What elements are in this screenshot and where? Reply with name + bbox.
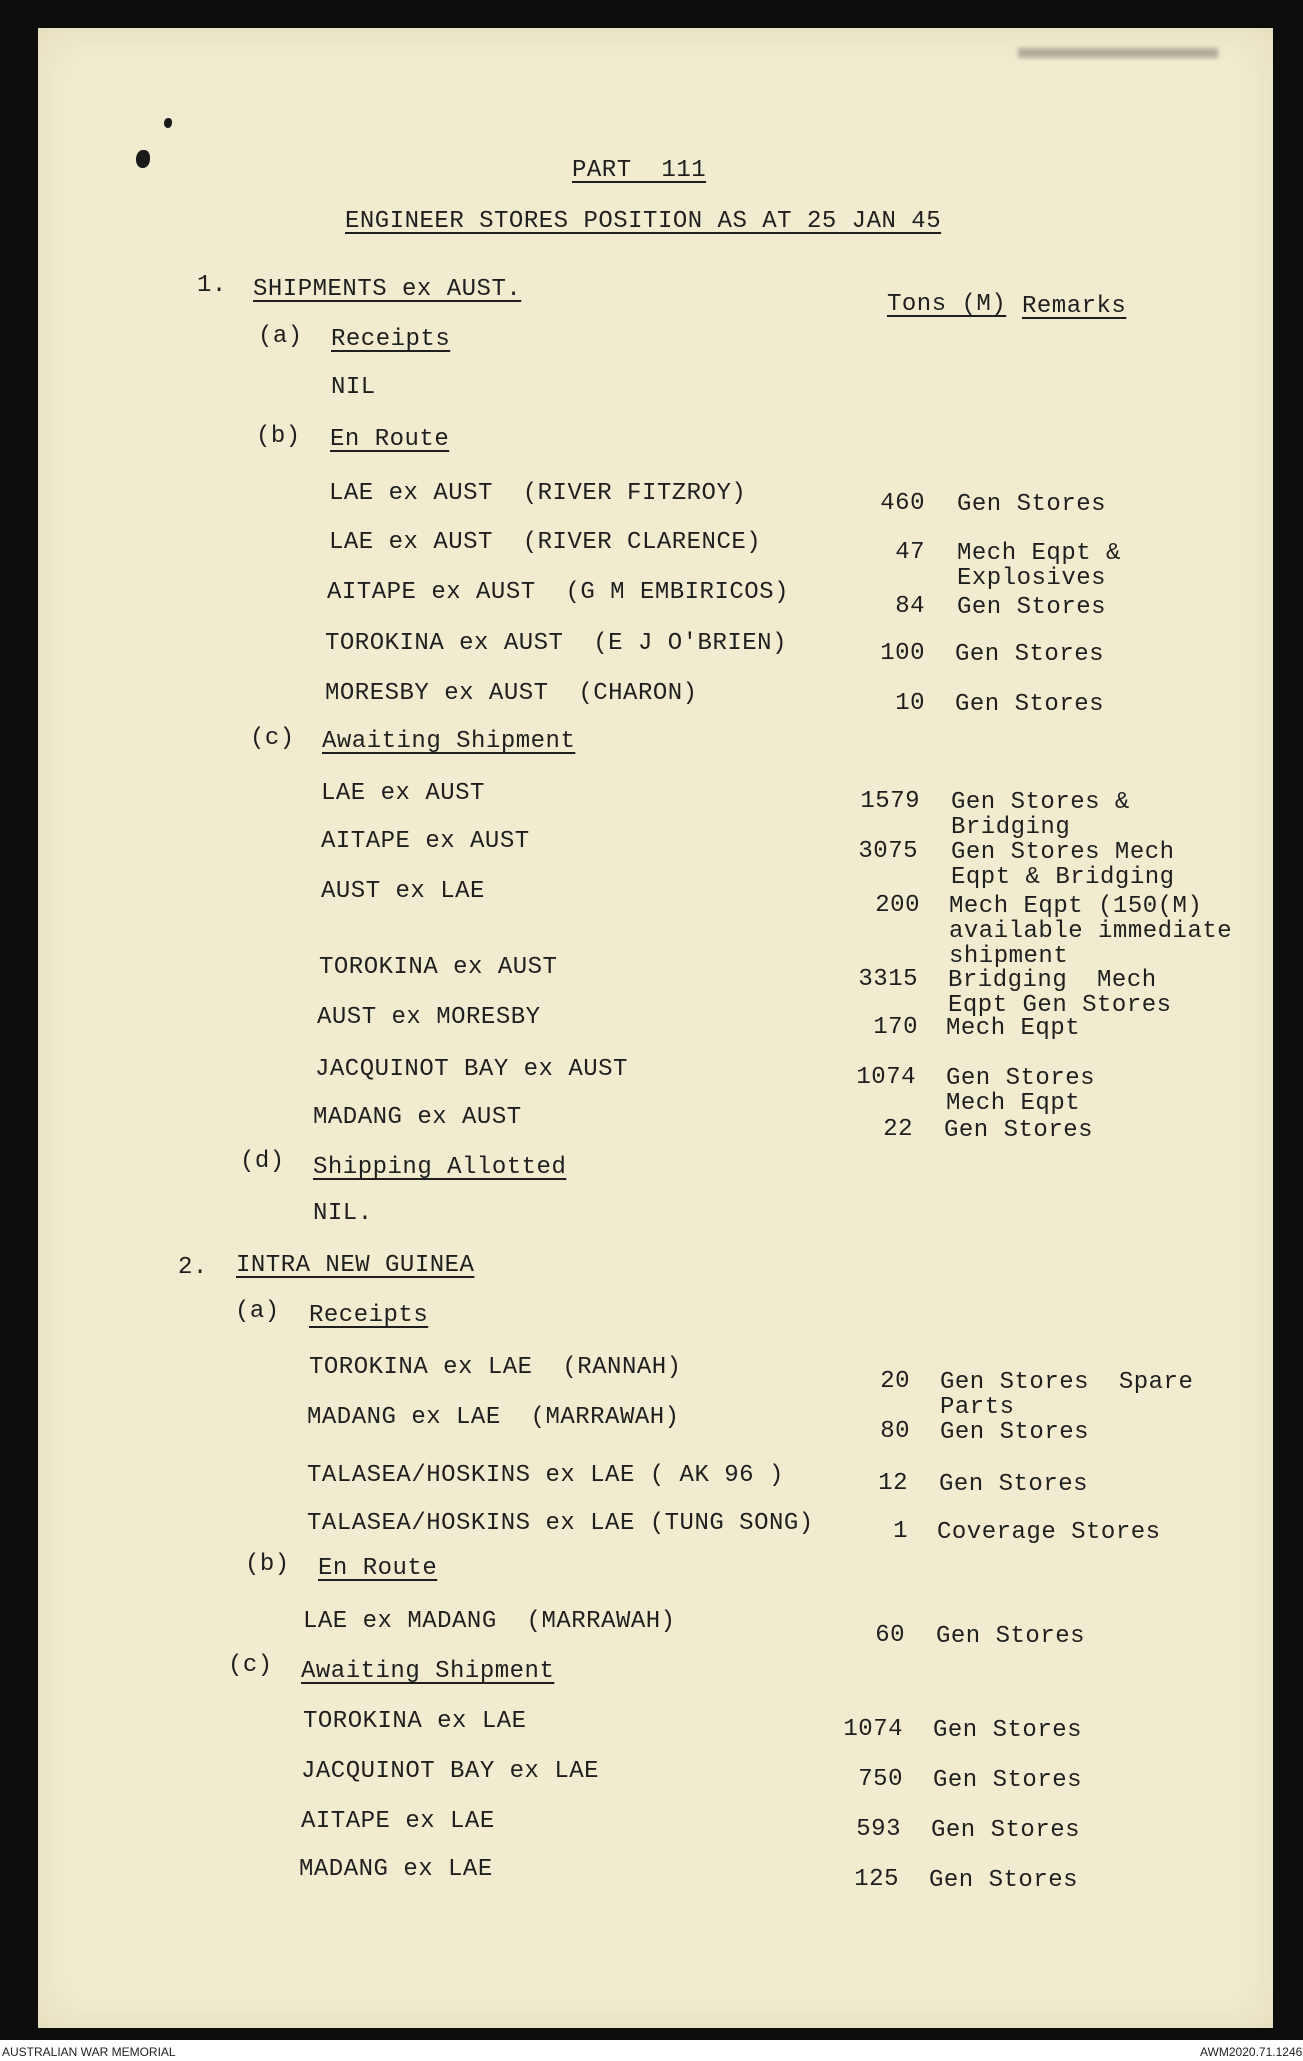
- section-1-title: SHIPMENTS ex AUST.: [253, 276, 522, 303]
- entry-tons: 100: [880, 640, 925, 667]
- entry-name: AITAPE ex AUST (G M EMBIRICOS): [327, 579, 789, 606]
- entry-name: LAE ex AUST (RIVER CLARENCE): [329, 529, 762, 556]
- entry-remarks: Gen Stores & Bridging: [951, 789, 1130, 841]
- entry-tons: 3315: [858, 966, 918, 993]
- entry-remarks: Gen Stores: [933, 1767, 1083, 1794]
- part-heading: PART 111: [572, 157, 707, 184]
- entry-tons: 750: [858, 1766, 903, 1793]
- entry-remarks: Mech Eqpt (150(M) available immediate shipment: [949, 893, 1233, 970]
- entry-remarks: Gen Stores: [944, 1117, 1094, 1144]
- entry-remarks: Gen Stores: [957, 594, 1107, 621]
- entry-name: MADANG ex AUST: [313, 1104, 522, 1131]
- entry-remarks: Gen Stores Mech Eqpt & Bridging: [951, 839, 1175, 891]
- entry-tons: 200: [875, 892, 920, 919]
- subsection-label: (c): [250, 725, 295, 752]
- document-title: ENGINEER STORES POSITION AS AT 25 JAN 45: [345, 208, 942, 235]
- entry-name: LAE ex AUST (RIVER FITZROY): [329, 480, 747, 507]
- section-1-number: 1.: [197, 272, 227, 299]
- entry-remarks: Gen Stores: [939, 1471, 1089, 1498]
- document-page: [38, 28, 1273, 2028]
- entry-tons: 125: [854, 1866, 899, 1893]
- tons-column-header: Tons (M): [887, 291, 1007, 318]
- subsection-label: (a): [235, 1298, 280, 1325]
- entry-remarks: Gen Stores Mech Eqpt: [946, 1065, 1096, 1117]
- entry-remarks: Coverage Stores: [937, 1519, 1161, 1546]
- subsection-label: (b): [256, 423, 301, 450]
- subsection-title: En Route: [318, 1555, 438, 1582]
- entry-tons: 47: [895, 539, 925, 566]
- entry-tons: 170: [873, 1014, 918, 1041]
- subsection-title: Shipping Allotted: [313, 1154, 567, 1181]
- entry-tons: 10: [895, 690, 925, 717]
- section-2-title: INTRA NEW GUINEA: [236, 1252, 475, 1279]
- entry-name: MORESBY ex AUST (CHARON): [325, 680, 698, 707]
- entry-remarks: Gen Stores: [931, 1817, 1081, 1844]
- entry-remarks: Gen Stores Spare Parts: [940, 1369, 1194, 1421]
- subsection-title: Receipts: [309, 1302, 429, 1329]
- entry-remarks: Mech Eqpt & Explosives: [957, 540, 1121, 592]
- subsection-label: (b): [245, 1551, 290, 1578]
- entry-tons: 80: [880, 1418, 910, 1445]
- subsection-title: Receipts: [331, 326, 451, 353]
- entry-remarks: Gen Stores: [940, 1419, 1090, 1446]
- allotted-value: NIL.: [313, 1200, 373, 1227]
- entry-name: TOROKINA ex AUST: [319, 954, 558, 981]
- entry-name: TOROKINA ex LAE (RANNAH): [309, 1354, 682, 1381]
- entry-tons: 593: [856, 1816, 901, 1843]
- entry-remarks: Mech Eqpt: [946, 1015, 1081, 1042]
- entry-name: AITAPE ex LAE: [301, 1808, 495, 1835]
- punch-hole: [136, 150, 150, 168]
- footer-left: AUSTRALIAN WAR MEMORIAL: [2, 2045, 176, 2059]
- entry-name: MADANG ex LAE: [299, 1856, 493, 1883]
- entry-name: LAE ex AUST: [321, 780, 485, 807]
- entry-remarks: Bridging Mech Eqpt Gen Stores: [948, 967, 1172, 1019]
- entry-name: LAE ex MADANG (MARRAWAH): [303, 1608, 676, 1635]
- punch-hole: [164, 118, 172, 128]
- entry-remarks: Gen Stores: [929, 1867, 1079, 1894]
- entry-remarks: Gen Stores: [955, 641, 1105, 668]
- entry-tons: 84: [895, 593, 925, 620]
- subsection-label: (a): [258, 323, 303, 350]
- entry-tons: 3075: [858, 838, 918, 865]
- entry-name: MADANG ex LAE (MARRAWAH): [307, 1404, 680, 1431]
- entry-tons: 460: [880, 490, 925, 517]
- entry-remarks: Gen Stores: [955, 691, 1105, 718]
- entry-name: TALASEA/HOSKINS ex LAE ( AK 96 ): [307, 1462, 784, 1489]
- entry-remarks: Gen Stores: [957, 491, 1107, 518]
- entry-tons: 20: [880, 1368, 910, 1395]
- receipts-value: NIL: [331, 374, 376, 401]
- entry-remarks: Gen Stores: [933, 1717, 1083, 1744]
- remarks-column-header: Remarks: [1022, 293, 1127, 320]
- subsection-title: Awaiting Shipment: [322, 728, 576, 755]
- scan-smudge: [1018, 48, 1218, 58]
- entry-name: AITAPE ex AUST: [321, 828, 530, 855]
- entry-name: AUST ex MORESBY: [317, 1004, 541, 1031]
- entry-tons: 22: [883, 1116, 913, 1143]
- entry-name: JACQUINOT BAY ex LAE: [301, 1758, 600, 1785]
- footer-right: AWM2020.71.1246: [1200, 2045, 1303, 2059]
- subsection-label: (d): [240, 1148, 285, 1175]
- subsection-title: Awaiting Shipment: [301, 1658, 555, 1685]
- entry-tons: 12: [878, 1470, 908, 1497]
- entry-tons: 1579: [860, 788, 920, 815]
- subsection-title: En Route: [330, 426, 450, 453]
- entry-name: JACQUINOT BAY ex AUST: [315, 1056, 628, 1083]
- entry-tons: 1074: [843, 1716, 903, 1743]
- entry-remarks: Gen Stores: [936, 1623, 1086, 1650]
- entry-name: AUST ex LAE: [321, 878, 485, 905]
- subsection-label: (c): [228, 1652, 273, 1679]
- section-2-number: 2.: [178, 1254, 208, 1281]
- entry-name: TALASEA/HOSKINS ex LAE (TUNG SONG): [307, 1510, 814, 1537]
- entry-tons: 60: [875, 1622, 905, 1649]
- entry-tons: 1: [893, 1518, 908, 1545]
- entry-name: TOROKINA ex AUST (E J O'BRIEN): [325, 630, 787, 657]
- entry-name: TOROKINA ex LAE: [303, 1708, 527, 1735]
- entry-tons: 1074: [856, 1064, 916, 1091]
